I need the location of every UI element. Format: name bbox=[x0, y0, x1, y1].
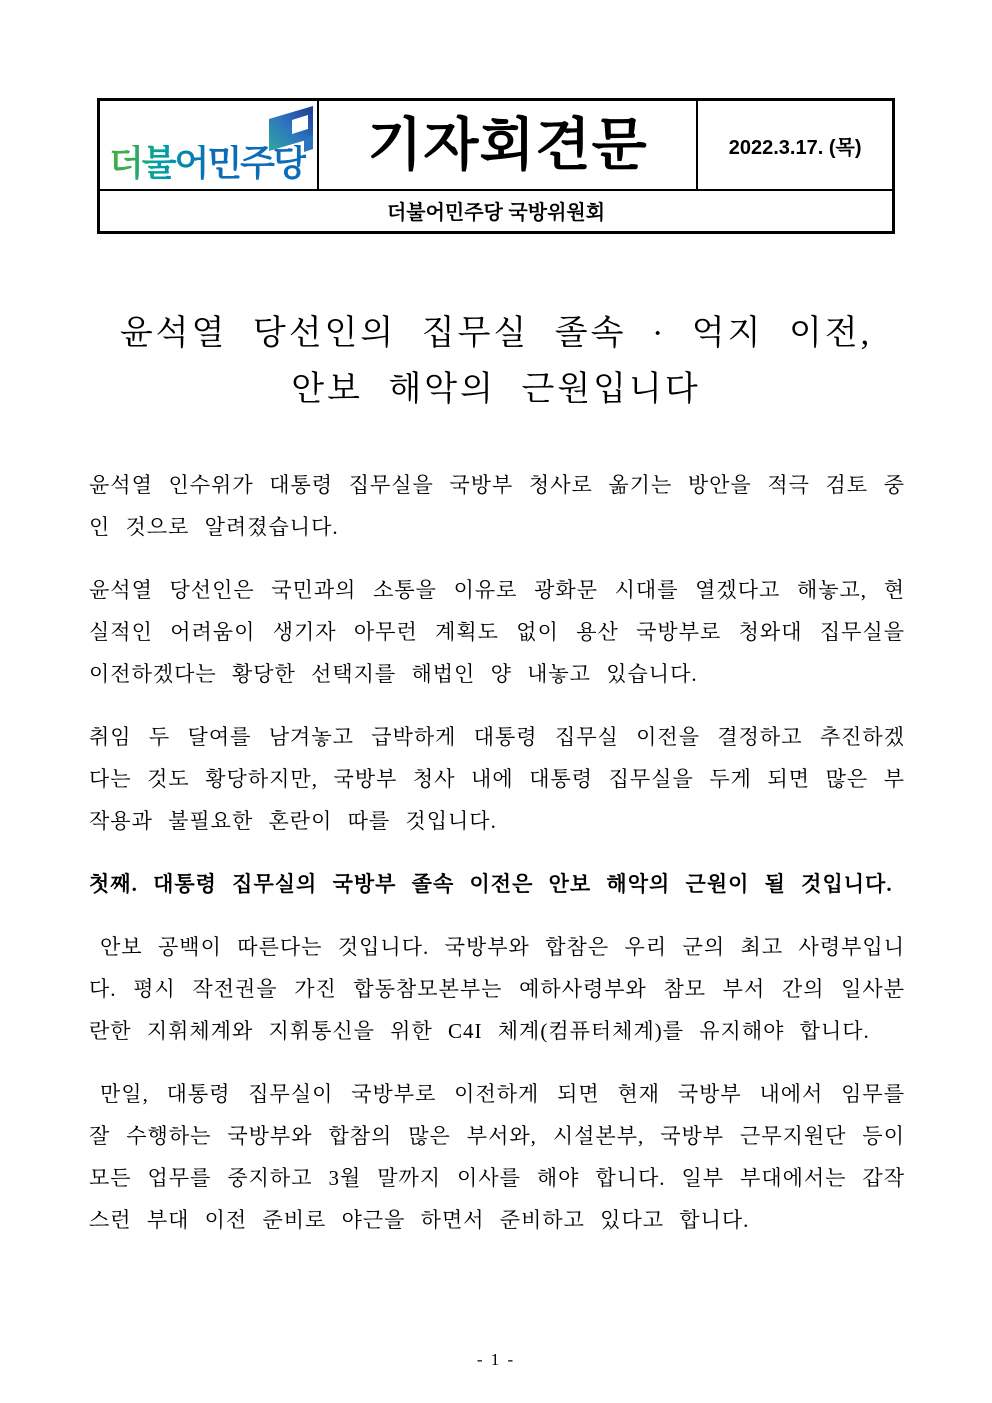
date-label: 2022.3.17. (목) bbox=[728, 136, 862, 159]
body-paragraph: 안보 공백이 따른다는 것입니다. 국방부와 합참은 우리 군의 최고 사령부입니다. 평시 작전권을 가진 합동참모본부는 예하사령부와 참모 부서 간의 일사분란한 지휘체계와 지휘통신을 위한 C4I 체계(컴퓨터체계)를 유지해야 합니다. bbox=[89, 935, 905, 1043]
header-table bbox=[97, 98, 895, 234]
party-logo bbox=[100, 101, 317, 189]
document-body bbox=[89, 464, 905, 1262]
party-logo-text: 더불어민주당 bbox=[109, 142, 306, 183]
page-number: - 1 - bbox=[476, 1350, 516, 1369]
body-paragraph: 만일, 대통령 집무실이 국방부로 이전하게 되면 현재 국방부 내에서 임무를 잘 수행하는 국방부와 합참의 많은 부서와, 시설본부, 국방부 근무지원단 등이 모든 업무를 중지하고 3월 말까지 이사를 해야 합니다. 일부 부대에서는 갑작스런 부대 이전 준비로 야근을 하면서 준비하고 있다고 합니다. bbox=[89, 1082, 905, 1232]
header-bottom-row bbox=[99, 190, 894, 232]
body-paragraph: 윤석열 인수위가 대통령 집무실을 국방부 청사로 옮기는 방안을 적극 검토 중인 것으로 알려졌습니다. bbox=[89, 473, 905, 539]
press-release-title: 기자회견문 bbox=[367, 112, 648, 177]
header-date-cell bbox=[697, 100, 893, 191]
header-logo-cell bbox=[99, 100, 318, 191]
body-paragraph: 윤석열 당선인은 국민과의 소통을 이유로 광화문 시대를 열겠다고 해놓고, 현실적인 어려움이 생기자 아무런 계획도 없이 용산 국방부로 청와대 집무실을 이전하겠다는 황당한 선택지를 해법인 양 내놓고 있습니다. bbox=[89, 578, 905, 686]
document-title-line2: 안보 해악의 근원입니다 bbox=[291, 371, 701, 408]
document-title-line1: 윤석열 당선인의 집무실 졸속 · 억지 이전, bbox=[119, 315, 873, 352]
header-title-cell bbox=[318, 100, 697, 191]
header-top-row bbox=[99, 100, 894, 191]
emphasis-paragraph: 첫째. 대통령 집무실의 국방부 졸속 이전은 안보 해악의 근원이 될 것입니다. bbox=[89, 872, 893, 896]
header-subtitle-cell bbox=[99, 190, 894, 232]
body-paragraph: 취임 두 달여를 남겨놓고 급박하게 대통령 집무실 이전을 결정하고 추진하겠다는 것도 황당하지만, 국방부 청사 내에 대통령 집무실을 두게 되면 많은 부작용과 불필요한 혼란이 따를 것입니다. bbox=[89, 725, 905, 833]
document-title bbox=[0, 306, 992, 418]
committee-label: 더불어민주당 국방위원회 bbox=[386, 202, 606, 225]
